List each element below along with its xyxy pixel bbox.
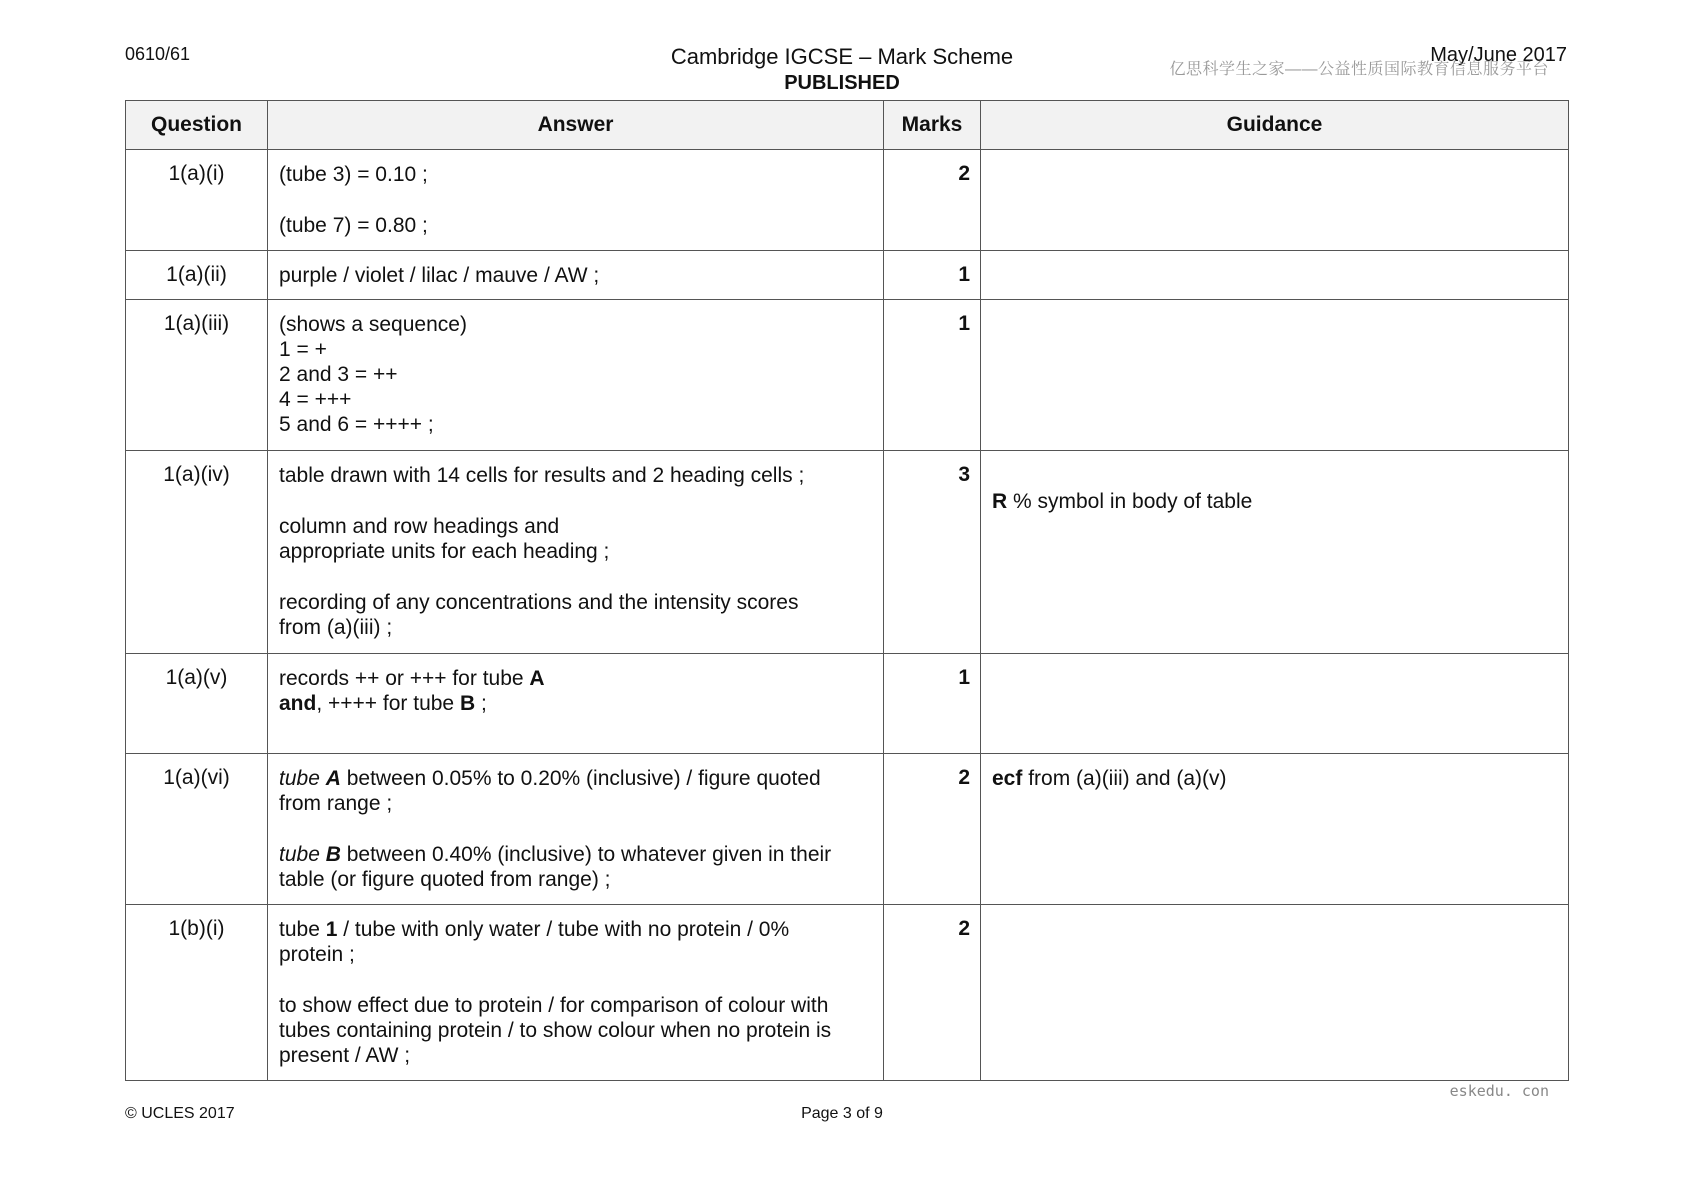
table-header-row [126,101,1569,150]
marks-cell: 1 [884,300,981,451]
guidance-text: % symbol in body of table [1007,490,1253,513]
marks-cell: 2 [884,905,981,1081]
answer-cell [268,905,884,1081]
reject-marker: R [992,490,1008,513]
question-cell: 1(a)(iv) [126,451,268,654]
answer-line: 2 and 3 = ++ [279,363,398,386]
answer-text: / tube with only water / tube with no protein / 0% [337,918,790,941]
watermark-footer: eskedu. con [1449,1082,1549,1100]
question-cell: 1(a)(iii) [126,300,268,451]
answer-cell [268,754,884,905]
answer-text: between 0.05% to 0.20% (inclusive) / figure quoted [340,767,821,790]
answer-line: from range ; [279,792,393,815]
answer-line: appropriate units for each heading ; [279,540,610,563]
answer-emphasis: A [529,667,545,690]
answer-italic: tube [279,767,326,790]
guidance-text: from (a)(iii) and (a)(v) [1022,767,1227,790]
column-header-marks: Marks [884,101,981,150]
answer-cell [268,150,884,251]
marks-cell: 1 [884,251,981,300]
answer-line: column and row headings and [279,515,560,538]
guidance-cell [981,251,1569,300]
answer-line: (tube 3) = 0.10 ; [279,163,428,186]
guidance-line [992,489,1558,514]
marks-cell: 2 [884,754,981,905]
answer-cell [268,451,884,654]
guidance-line [992,766,1558,791]
answer-line [279,766,873,791]
answer-line: 4 = +++ [279,388,352,411]
column-header-answer: Answer [268,101,884,150]
table-row [126,300,1569,451]
answer-line: table (or figure quoted from range) ; [279,868,611,891]
answer-line: from (a)(iii) ; [279,616,393,639]
copyright-notice: © UCLES 2017 [125,1105,235,1122]
marks-cell: 2 [884,150,981,251]
question-cell: 1(b)(i) [126,905,268,1081]
answer-line [279,691,873,716]
exam-session: May/June 2017 [1430,44,1567,66]
answer-line [279,842,873,867]
mark-scheme-table [125,100,1569,1081]
answer-line: (tube 7) = 0.80 ; [279,214,428,237]
answer-line: 5 and 6 = ++++ ; [279,413,434,436]
answer-cell [268,654,884,754]
guidance-cell [981,654,1569,754]
question-cell: 1(a)(vi) [126,754,268,905]
watermark-text: 亿思科学生之家——公益性质国际教育信息服务平台 [1169,61,1549,78]
answer-text: tube [279,918,326,941]
table-row [126,451,1569,654]
answer-emphasis: B [459,692,476,715]
answer-cell [268,300,884,451]
paper-code: 0610/61 [125,44,191,64]
answer-text: between 0.40% (inclusive) to whatever given in their [340,843,832,866]
question-cell: 1(a)(v) [126,654,268,754]
answer-italic: tube [279,843,326,866]
answer-line: protein ; [279,943,355,966]
marks-cell: 3 [884,451,981,654]
answer-line: present / AW ; [279,1044,411,1067]
answer-line [279,666,873,691]
answer-line: tubes containing protein / to show colour when no protein is [279,1019,832,1042]
document-status: PUBLISHED [784,72,900,94]
answer-emphasis: A [325,767,341,790]
answer-emphasis: and [279,692,317,715]
answer-line: to show effect due to protein / for comparison of colour with [279,994,829,1017]
answer-line: table drawn with 14 cells for results and 2 heading cells ; [279,464,805,487]
table-row [126,251,1569,300]
guidance-cell [981,300,1569,451]
answer-emphasis: 1 [325,918,338,941]
column-header-guidance: Guidance [981,101,1569,150]
answer-text: ; [475,692,487,715]
document-title: Cambridge IGCSE – Mark Scheme [670,44,1014,69]
answer-text: records ++ or +++ for tube [279,667,530,690]
question-cell: 1(a)(ii) [126,251,268,300]
column-header-question: Question [126,101,268,150]
answer-line: 1 = + [279,338,327,361]
answer-line [279,917,873,942]
table-row [126,754,1569,905]
answer-emphasis: B [325,843,341,866]
table-row [126,654,1569,754]
question-cell: 1(a)(i) [126,150,268,251]
guidance-cell [981,905,1569,1081]
answer-line: purple / violet / lilac / mauve / AW ; [279,264,600,287]
page-number: Page 3 of 9 [801,1105,883,1122]
table-row [126,905,1569,1081]
answer-line: (shows a sequence) [279,313,467,336]
answer-line: recording of any concentrations and the intensity scores [279,591,799,614]
ecf-marker: ecf [992,767,1023,790]
answer-cell [268,251,884,300]
table-row [126,150,1569,251]
guidance-cell [981,150,1569,251]
guidance-cell [981,754,1569,905]
guidance-cell [981,451,1569,654]
answer-text: , ++++ for tube [316,692,460,715]
marks-cell: 1 [884,654,981,754]
